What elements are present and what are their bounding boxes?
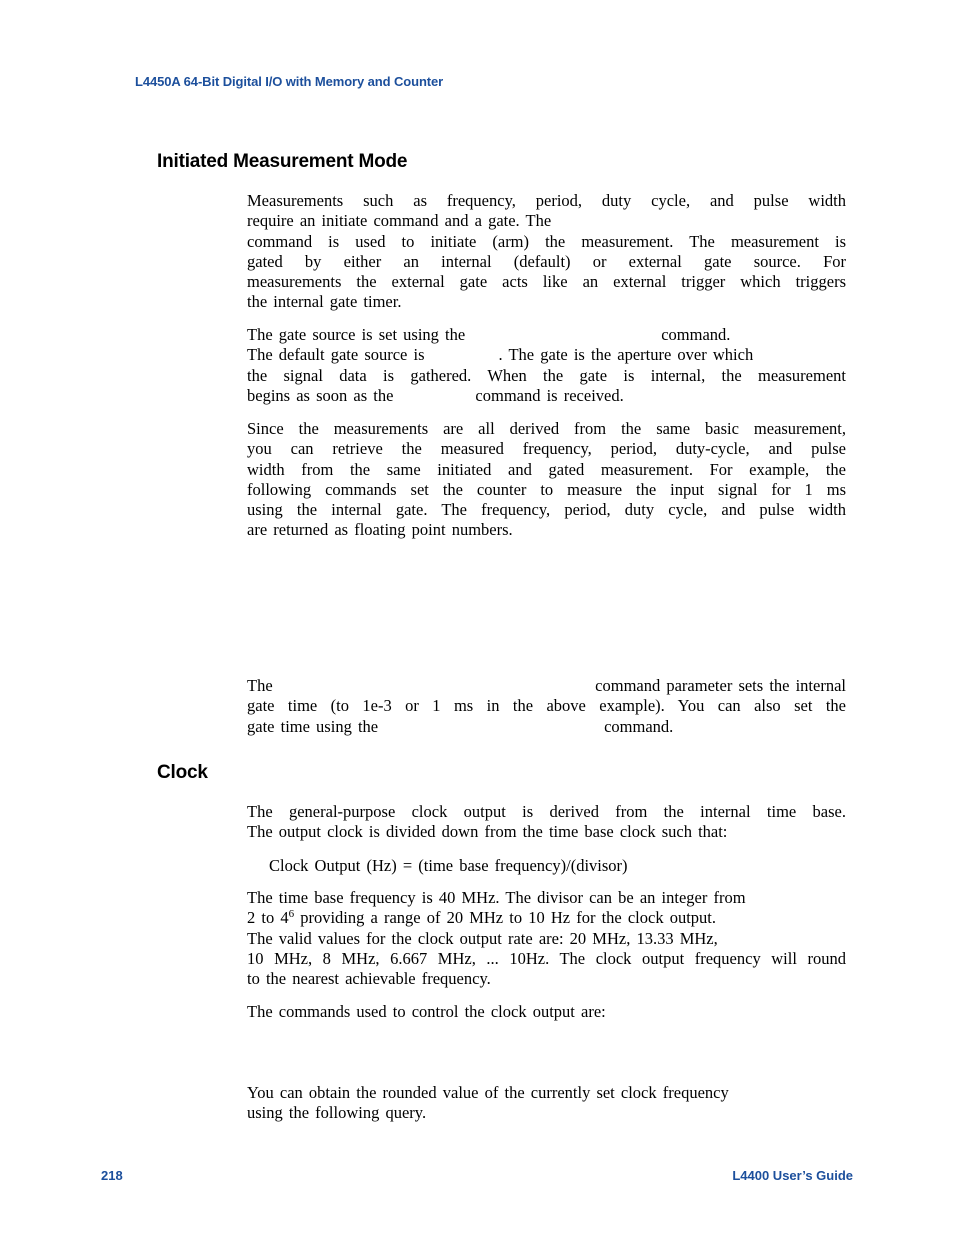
text-line: require an initiate command and a gate. The bbox=[247, 211, 552, 231]
text-line: using the following query. bbox=[247, 1103, 427, 1123]
paragraph-clock-output bbox=[247, 802, 846, 843]
section-heading-clock: Clock bbox=[157, 762, 208, 783]
text-line: gate time (to 1e-3 or 1 ms in the above example). You can also set the bbox=[247, 696, 846, 716]
text-line bbox=[247, 345, 846, 365]
text-line: gated by either an internal (default) or external gate source. For bbox=[247, 251, 846, 271]
text-line: The commands used to control the clock output are: bbox=[247, 1002, 606, 1021]
text-line bbox=[247, 386, 846, 406]
text-line: The output clock is divided down from the time base clock such that: bbox=[247, 822, 728, 842]
text-line: The time base frequency is 40 MHz. The divisor can be an integer from bbox=[247, 888, 746, 907]
text-line: you can retrieve the measured frequency, period, duty-cycle, and pulse bbox=[247, 439, 846, 459]
paragraph-clock-query bbox=[247, 1083, 846, 1124]
footer-guide-title: L4400 User’s Guide bbox=[732, 1168, 853, 1183]
paragraph-gate-source bbox=[247, 325, 846, 406]
text-fragment: The default gate source is bbox=[247, 345, 425, 365]
text-fragment: begins as soon as the bbox=[247, 385, 394, 405]
text-fragment: The bbox=[247, 676, 273, 695]
paragraph-derived-measurements bbox=[247, 419, 846, 541]
text-fragment: command is received. bbox=[475, 385, 624, 405]
paragraph-clock-commands bbox=[247, 1002, 846, 1022]
text-line: following commands set the counter to measure the input signal for 1 ms bbox=[247, 479, 846, 499]
text-fragment: gate time using the bbox=[247, 716, 379, 736]
text-line bbox=[247, 908, 846, 928]
text-fragment: providing a range of 20 MHz to 10 Hz for the clock output. bbox=[294, 908, 716, 928]
text-line: the signal data is gathered. When the gate is internal, the measurement bbox=[247, 365, 846, 385]
text-line bbox=[247, 676, 846, 696]
text-line: the internal gate timer. bbox=[247, 292, 402, 312]
text-line: Measurements such as frequency, period, duty cycle, and pulse width bbox=[247, 191, 846, 210]
text-fragment: . The gate is the aperture over which bbox=[498, 345, 754, 365]
page-number: 218 bbox=[101, 1168, 123, 1183]
text-fragment: command. bbox=[604, 716, 674, 736]
text-line bbox=[247, 325, 846, 345]
clock-output-formula: Clock Output (Hz) = (time base frequency)/(divisor) bbox=[269, 856, 628, 875]
text-fragment: 2 to 4 bbox=[247, 908, 289, 928]
section-heading-initiated-measurement-mode: Initiated Measurement Mode bbox=[157, 151, 408, 172]
text-line: The valid values for the clock output rate are: 20 MHz, 13.33 MHz, bbox=[247, 928, 718, 948]
text-fragment: The gate source is set using the bbox=[247, 325, 466, 344]
text-line: to the nearest achievable frequency. bbox=[247, 969, 491, 989]
paragraph-time-base bbox=[247, 888, 846, 989]
paragraph-gate-time bbox=[247, 676, 846, 737]
paragraph-measurements-intro bbox=[247, 191, 846, 313]
text-line: You can obtain the rounded value of the currently set clock frequency bbox=[247, 1083, 729, 1102]
running-header: L4450A 64-Bit Digital I/O with Memory and Counter bbox=[135, 74, 444, 89]
text-line: using the internal gate. The frequency, period, duty cycle, and pulse width bbox=[247, 500, 846, 520]
text-fragment: command parameter sets the internal bbox=[595, 676, 846, 695]
text-line: Since the measurements are all derived from the same basic measurement, bbox=[247, 419, 846, 438]
text-line: command is used to initiate (arm) the measurement. The measurement is bbox=[247, 231, 846, 251]
text-line: The general-purpose clock output is derived from the internal time base. bbox=[247, 802, 846, 821]
text-line: width from the same initiated and gated measurement. For example, the bbox=[247, 459, 846, 479]
text-line: measurements the external gate acts like an external trigger which triggers bbox=[247, 272, 846, 292]
text-line: 10 MHz, 8 MHz, 6.667 MHz, ... 10Hz. The clock output frequency will round bbox=[247, 948, 846, 968]
text-line: are returned as floating point numbers. bbox=[247, 520, 513, 540]
text-line bbox=[247, 717, 846, 737]
superscript-exponent: 6 bbox=[288, 908, 295, 921]
text-fragment: command. bbox=[661, 325, 731, 344]
